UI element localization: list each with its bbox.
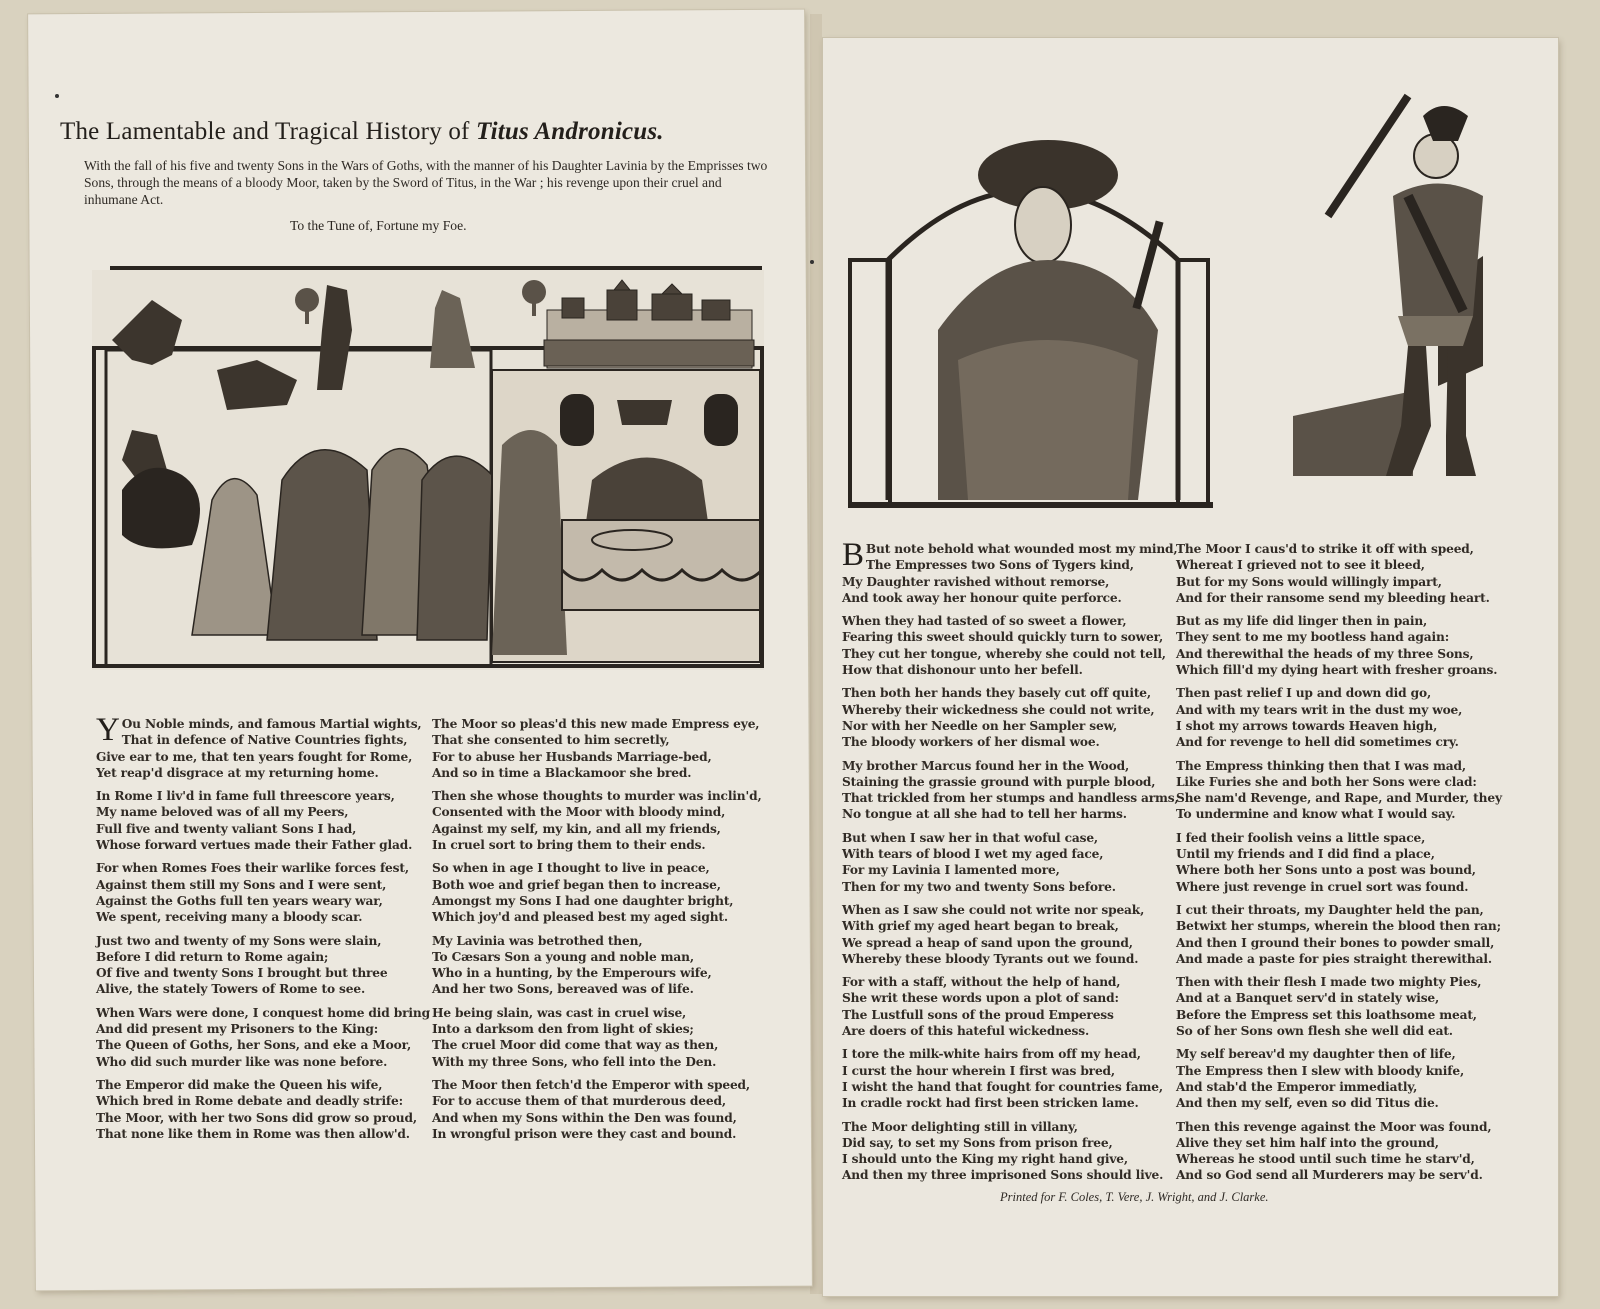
stanza bbox=[842, 613, 1179, 678]
verse-line: When Wars were done, I conquest home did bring bbox=[96, 1005, 430, 1020]
verse-line: Whose forward vertues made their Father glad. bbox=[96, 838, 413, 853]
stanza bbox=[96, 1005, 430, 1070]
verse-line: And then I ground their bones to powder small, bbox=[1176, 935, 1495, 950]
verse-line: That she consented to him secretly, bbox=[432, 733, 670, 748]
soldier-woodcut-art bbox=[1288, 86, 1488, 496]
stanza bbox=[842, 902, 1179, 967]
verse-line: I shot my arrows towards Heaven high, bbox=[1176, 718, 1438, 733]
verse-line: Then past relief I up and down did go, bbox=[1176, 686, 1432, 701]
verse-line: Then with their flesh I made two mighty Pies, bbox=[1176, 975, 1482, 990]
stanza bbox=[1176, 1119, 1502, 1184]
verse-line: And stab'd the Emperor immediatly, bbox=[1176, 1079, 1418, 1094]
stanza bbox=[1176, 685, 1502, 750]
title-italic: Titus Andronicus. bbox=[476, 118, 664, 145]
stanza bbox=[96, 933, 430, 998]
verse-line: They cut her tongue, whereby she could not tell, bbox=[842, 646, 1166, 661]
verse-line: That none like them in Rome was then allow'd. bbox=[96, 1126, 410, 1141]
stanza bbox=[432, 860, 762, 925]
verse-line: I wisht the hand that fought for countries fame, bbox=[842, 1079, 1163, 1094]
stanza bbox=[96, 788, 430, 853]
verse-line: Full five and twenty valiant Sons I had, bbox=[96, 821, 357, 836]
stanza bbox=[432, 1077, 762, 1142]
verse-line: So when in age I thought to live in peace, bbox=[432, 861, 710, 876]
stanza bbox=[1176, 974, 1502, 1039]
verse-line: Whereby these bloody Tyrants out we found. bbox=[842, 951, 1139, 966]
verse-line: I tore the milk-white hairs from off my head, bbox=[842, 1047, 1141, 1062]
verse-line: Which joy'd and pleased best my aged sight. bbox=[432, 910, 728, 925]
stanza bbox=[1176, 541, 1502, 606]
verse-line: Fearing this sweet should quickly turn to sower, bbox=[842, 630, 1164, 645]
verse-line: But when I saw her in that woful case, bbox=[842, 830, 1099, 845]
verse-line: When as I saw she could not write nor speak, bbox=[842, 902, 1145, 917]
verse-line: But note behold what wounded most my mind, bbox=[865, 542, 1178, 556]
verse-line: Then both her hands they basely cut off quite, bbox=[842, 686, 1152, 701]
verse-line: Of five and twenty Sons I brought but three bbox=[96, 966, 388, 981]
verse-line: My name beloved was of all my Peers, bbox=[96, 805, 349, 820]
verse-line: My brother Marcus found her in the Wood, bbox=[842, 758, 1130, 773]
verse-line: With my three Sons, who fell into the Den. bbox=[432, 1054, 717, 1069]
verse-line: So of her Sons own flesh she well did eat. bbox=[1176, 1024, 1453, 1039]
verse-line: Whereas he stood until such time he starv'd, bbox=[1176, 1152, 1475, 1167]
verse-line: And for their ransome send my bleeding heart. bbox=[1176, 590, 1490, 605]
verse-line: And then my three imprisoned Sons should live. bbox=[842, 1168, 1164, 1183]
ballad-subtitle: With the fall of his five and twenty Sons in the Wars of Goths, with the manner of his Daughter Lavinia by the Emprisses two Sons, through the means of a bloody Moor, taken by the Sword of Titus, in the War ; his revenge upon their cruel and inhumane Act. bbox=[84, 158, 768, 207]
verse-line: Just two and twenty of my Sons were slain, bbox=[96, 933, 382, 948]
verse-line: To undermine and know what I would say. bbox=[1176, 807, 1456, 822]
verse-line: For my Lavinia I lamented more, bbox=[842, 863, 1060, 878]
verse-line: Are doers of this hateful wickedness. bbox=[842, 1024, 1090, 1039]
ballad-title bbox=[60, 118, 770, 146]
verse-line: Where just revenge in cruel sort was found. bbox=[1176, 879, 1469, 894]
stanza bbox=[432, 933, 762, 998]
verse-line: Then this revenge against the Moor was found, bbox=[1176, 1119, 1492, 1134]
verse-line: Betwixt her stumps, wherein the blood then ran; bbox=[1176, 919, 1501, 934]
verse-line: The Moor I caus'd to strike it off with speed, bbox=[1176, 542, 1474, 556]
printer-imprint: Printed for F. Coles, T. Vere, J. Wright, and J. Clarke. bbox=[1000, 1190, 1269, 1204]
verse-line: And therewithal the heads of my three Sons, bbox=[1176, 646, 1474, 661]
stanza bbox=[842, 537, 1179, 606]
verse-line: Yet reap'd disgrace at my returning home. bbox=[96, 765, 379, 780]
verse-line: My Lavinia was betrothed then, bbox=[432, 933, 643, 948]
verse-line: For with a staff, without the help of hand, bbox=[842, 975, 1121, 990]
verse-line: Who did such murder like was none before. bbox=[96, 1054, 388, 1069]
verse-line: How that dishonour unto her befell. bbox=[842, 663, 1083, 678]
verse-line: He being slain, was cast in cruel wise, bbox=[432, 1005, 687, 1020]
verse-line: Which fill'd my dying heart with fresher groans. bbox=[1176, 663, 1498, 678]
verse-line: Until my friends and I did find a place, bbox=[1176, 847, 1435, 862]
verse-line: With grief my aged heart began to break, bbox=[842, 919, 1119, 934]
verse-column-left-b bbox=[432, 716, 762, 1149]
title-text: The Lamentable and Tragical History of bbox=[60, 118, 470, 145]
verse-line: For to accuse them of that murderous deed, bbox=[432, 1094, 726, 1109]
stanza bbox=[842, 1119, 1179, 1184]
verse-line: Give ear to me, that ten years fought for Rome, bbox=[96, 749, 413, 764]
stanza bbox=[1176, 1046, 1502, 1111]
verse-line: The Moor, with her two Sons did grow so proud, bbox=[96, 1110, 417, 1125]
verse-line: Ou Noble minds, and famous Martial wights, bbox=[121, 717, 422, 731]
verse-line: I curst the hour wherein I first was bred, bbox=[842, 1063, 1116, 1078]
verse-line: My self bereav'd my daughter then of life, bbox=[1176, 1047, 1456, 1062]
verse-line: Who in a hunting, by the Emperours wife, bbox=[432, 966, 712, 981]
verse-line: Into a darksom den from light of skies; bbox=[432, 1022, 694, 1037]
stanza bbox=[842, 758, 1179, 823]
stanza bbox=[1176, 758, 1502, 823]
stanza bbox=[96, 1077, 430, 1142]
verse-line: I fed their foolish veins a little space, bbox=[1176, 830, 1426, 845]
stanza bbox=[842, 685, 1179, 750]
stanza bbox=[1176, 613, 1502, 678]
verse-line: But for my Sons would willingly impart, bbox=[1176, 574, 1442, 589]
verse-line: And so God send all Murderers may be serv'd. bbox=[1176, 1168, 1483, 1183]
verse-line: We spread a heap of sand upon the ground, bbox=[842, 935, 1133, 950]
portrait-woodcut-art bbox=[848, 130, 1213, 510]
verse-line: That in defence of Native Countries fights, bbox=[121, 733, 408, 748]
verse-column-right-a bbox=[842, 537, 1179, 1191]
verse-line: Before the Empress set this loathsome meat, bbox=[1176, 1007, 1477, 1022]
verse-line: Consented with the Moor with bloody mind, bbox=[432, 805, 726, 820]
verse-line: Which bred in Rome debate and deadly strife: bbox=[96, 1094, 403, 1109]
verse-line: The Moor delighting still in villany, bbox=[842, 1119, 1078, 1134]
verse-line: The Moor so pleas'd this new made Empress eye, bbox=[432, 717, 760, 731]
verse-line: The cruel Moor did come that way as then, bbox=[432, 1038, 719, 1053]
soldier-woodcut bbox=[1288, 86, 1488, 496]
verse-line: That trickled from her stumps and handless arms, bbox=[842, 791, 1179, 806]
margin-mark bbox=[55, 94, 59, 98]
verse-line: To Cæsars Son a young and noble man, bbox=[432, 949, 694, 964]
verse-line: I should unto the King my right hand give, bbox=[842, 1152, 1128, 1167]
verse-line: She writ these words upon a plot of sand: bbox=[842, 991, 1119, 1006]
verse-line: In cradle rockt had first been stricken lame. bbox=[842, 1096, 1139, 1111]
verse-line: The Lustfull sons of the proud Emperess bbox=[842, 1007, 1114, 1022]
verse-line: For to abuse her Husbands Marriage-bed, bbox=[432, 749, 712, 764]
verse-line: And then my self, even so did Titus die. bbox=[1176, 1096, 1439, 1111]
verse-line: My Daughter ravished without remorse, bbox=[842, 574, 1110, 589]
verse-line: The bloody workers of her dismal woe. bbox=[842, 735, 1100, 750]
verse-line: Whereat I grieved not to see it bleed, bbox=[1176, 558, 1425, 573]
verse-line: They sent to me my bootless hand again: bbox=[1176, 630, 1450, 645]
verse-line: And so in time a Blackamoor she bred. bbox=[432, 765, 692, 780]
verse-line: And made a paste for pies straight therewithal. bbox=[1176, 951, 1492, 966]
stanza bbox=[432, 716, 762, 781]
verse-line: The Empress then I slew with bloody knife, bbox=[1176, 1063, 1465, 1078]
verse-line: Nor with her Needle on her Sampler sew, bbox=[842, 718, 1118, 733]
verse-line: Where both her Sons unto a post was bound, bbox=[1176, 863, 1476, 878]
verse-column-right-b bbox=[1176, 541, 1502, 1191]
verse-line: I cut their throats, my Daughter held the pan, bbox=[1176, 902, 1484, 917]
drop-cap: Y bbox=[96, 712, 120, 748]
verse-line: Then she whose thoughts to murder was inclin'd, bbox=[432, 789, 762, 804]
verse-line: The Empresses two Sons of Tygers kind, bbox=[865, 558, 1134, 573]
center-fold bbox=[810, 14, 822, 1294]
verse-line: And at a Banquet serv'd in stately wise, bbox=[1176, 991, 1440, 1006]
verse-line: Staining the grassie ground with purple blood, bbox=[842, 774, 1156, 789]
verse-line: Against them still my Sons and I were sent, bbox=[96, 877, 387, 892]
verse-line: Before I did return to Rome again; bbox=[96, 949, 329, 964]
verse-line: Alive they set him half into the ground, bbox=[1176, 1135, 1439, 1150]
stanza bbox=[1176, 830, 1502, 895]
verse-line: And took away her honour quite perforce. bbox=[842, 590, 1122, 605]
stanza bbox=[842, 1046, 1179, 1111]
verse-line: But as my life did linger then in pain, bbox=[1176, 614, 1428, 629]
verse-line: In Rome I liv'd in fame full threescore years, bbox=[96, 789, 395, 804]
verse-line: For when Romes Foes their warlike forces fest, bbox=[96, 861, 409, 876]
margin-mark bbox=[810, 260, 814, 264]
verse-line: And her two Sons, bereaved was of life. bbox=[432, 982, 694, 997]
main-woodcut bbox=[92, 270, 764, 670]
stanza bbox=[1176, 902, 1502, 967]
verse-column-left-a bbox=[96, 712, 430, 1149]
verse-line: Against the Goths full ten years weary war, bbox=[96, 893, 383, 908]
stanza bbox=[96, 712, 430, 781]
stanza bbox=[432, 788, 762, 853]
verse-line: And when my Sons within the Den was found, bbox=[432, 1110, 737, 1125]
verse-line: The Emperor did make the Queen his wife, bbox=[96, 1077, 383, 1092]
verse-line: The Empress thinking then that I was mad, bbox=[1176, 758, 1466, 773]
verse-line: Both woe and grief began then to increase, bbox=[432, 877, 721, 892]
stanza bbox=[432, 1005, 762, 1070]
tune-line: To the Tune of, Fortune my Foe. bbox=[290, 218, 467, 233]
verse-line: Whereby their wickedness she could not write, bbox=[842, 702, 1155, 717]
main-woodcut-art bbox=[92, 270, 764, 670]
verse-line: And did present my Prisoners to the King: bbox=[96, 1022, 379, 1037]
verse-line: She nam'd Revenge, and Rape, and Murder, they bbox=[1176, 791, 1502, 806]
verse-line: The Queen of Goths, her Sons, and eke a Moor, bbox=[96, 1038, 412, 1053]
verse-line: Amongst my Sons I had one daughter bright, bbox=[432, 893, 734, 908]
portrait-woodcut bbox=[848, 130, 1213, 510]
stanza bbox=[842, 974, 1179, 1039]
verse-line: And with my tears writ in the dust my woe, bbox=[1176, 702, 1463, 717]
stanza bbox=[842, 830, 1179, 895]
verse-line: In cruel sort to bring them to their ends. bbox=[432, 838, 706, 853]
drop-cap: B bbox=[842, 537, 864, 573]
verse-line: With tears of blood I wet my aged face, bbox=[842, 847, 1104, 862]
verse-line: Did say, to set my Sons from prison free, bbox=[842, 1135, 1113, 1150]
verse-line: Like Furies she and both her Sons were clad: bbox=[1176, 774, 1477, 789]
verse-line: And for revenge to hell did sometimes cry. bbox=[1176, 735, 1459, 750]
verse-line: We spent, receiving many a bloody scar. bbox=[96, 910, 363, 925]
verse-line: No tongue at all she had to tell her harms. bbox=[842, 807, 1127, 822]
verse-line: Against my self, my kin, and all my friends, bbox=[432, 821, 721, 836]
verse-line: Alive, the stately Towers of Rome to see. bbox=[96, 982, 366, 997]
verse-line: The Moor then fetch'd the Emperor with speed, bbox=[432, 1077, 751, 1092]
stanza bbox=[96, 860, 430, 925]
verse-line: In wrongful prison were they cast and bound. bbox=[432, 1126, 737, 1141]
verse-line: Then for my two and twenty Sons before. bbox=[842, 879, 1116, 894]
verse-line: When they had tasted of so sweet a flower, bbox=[842, 614, 1127, 629]
